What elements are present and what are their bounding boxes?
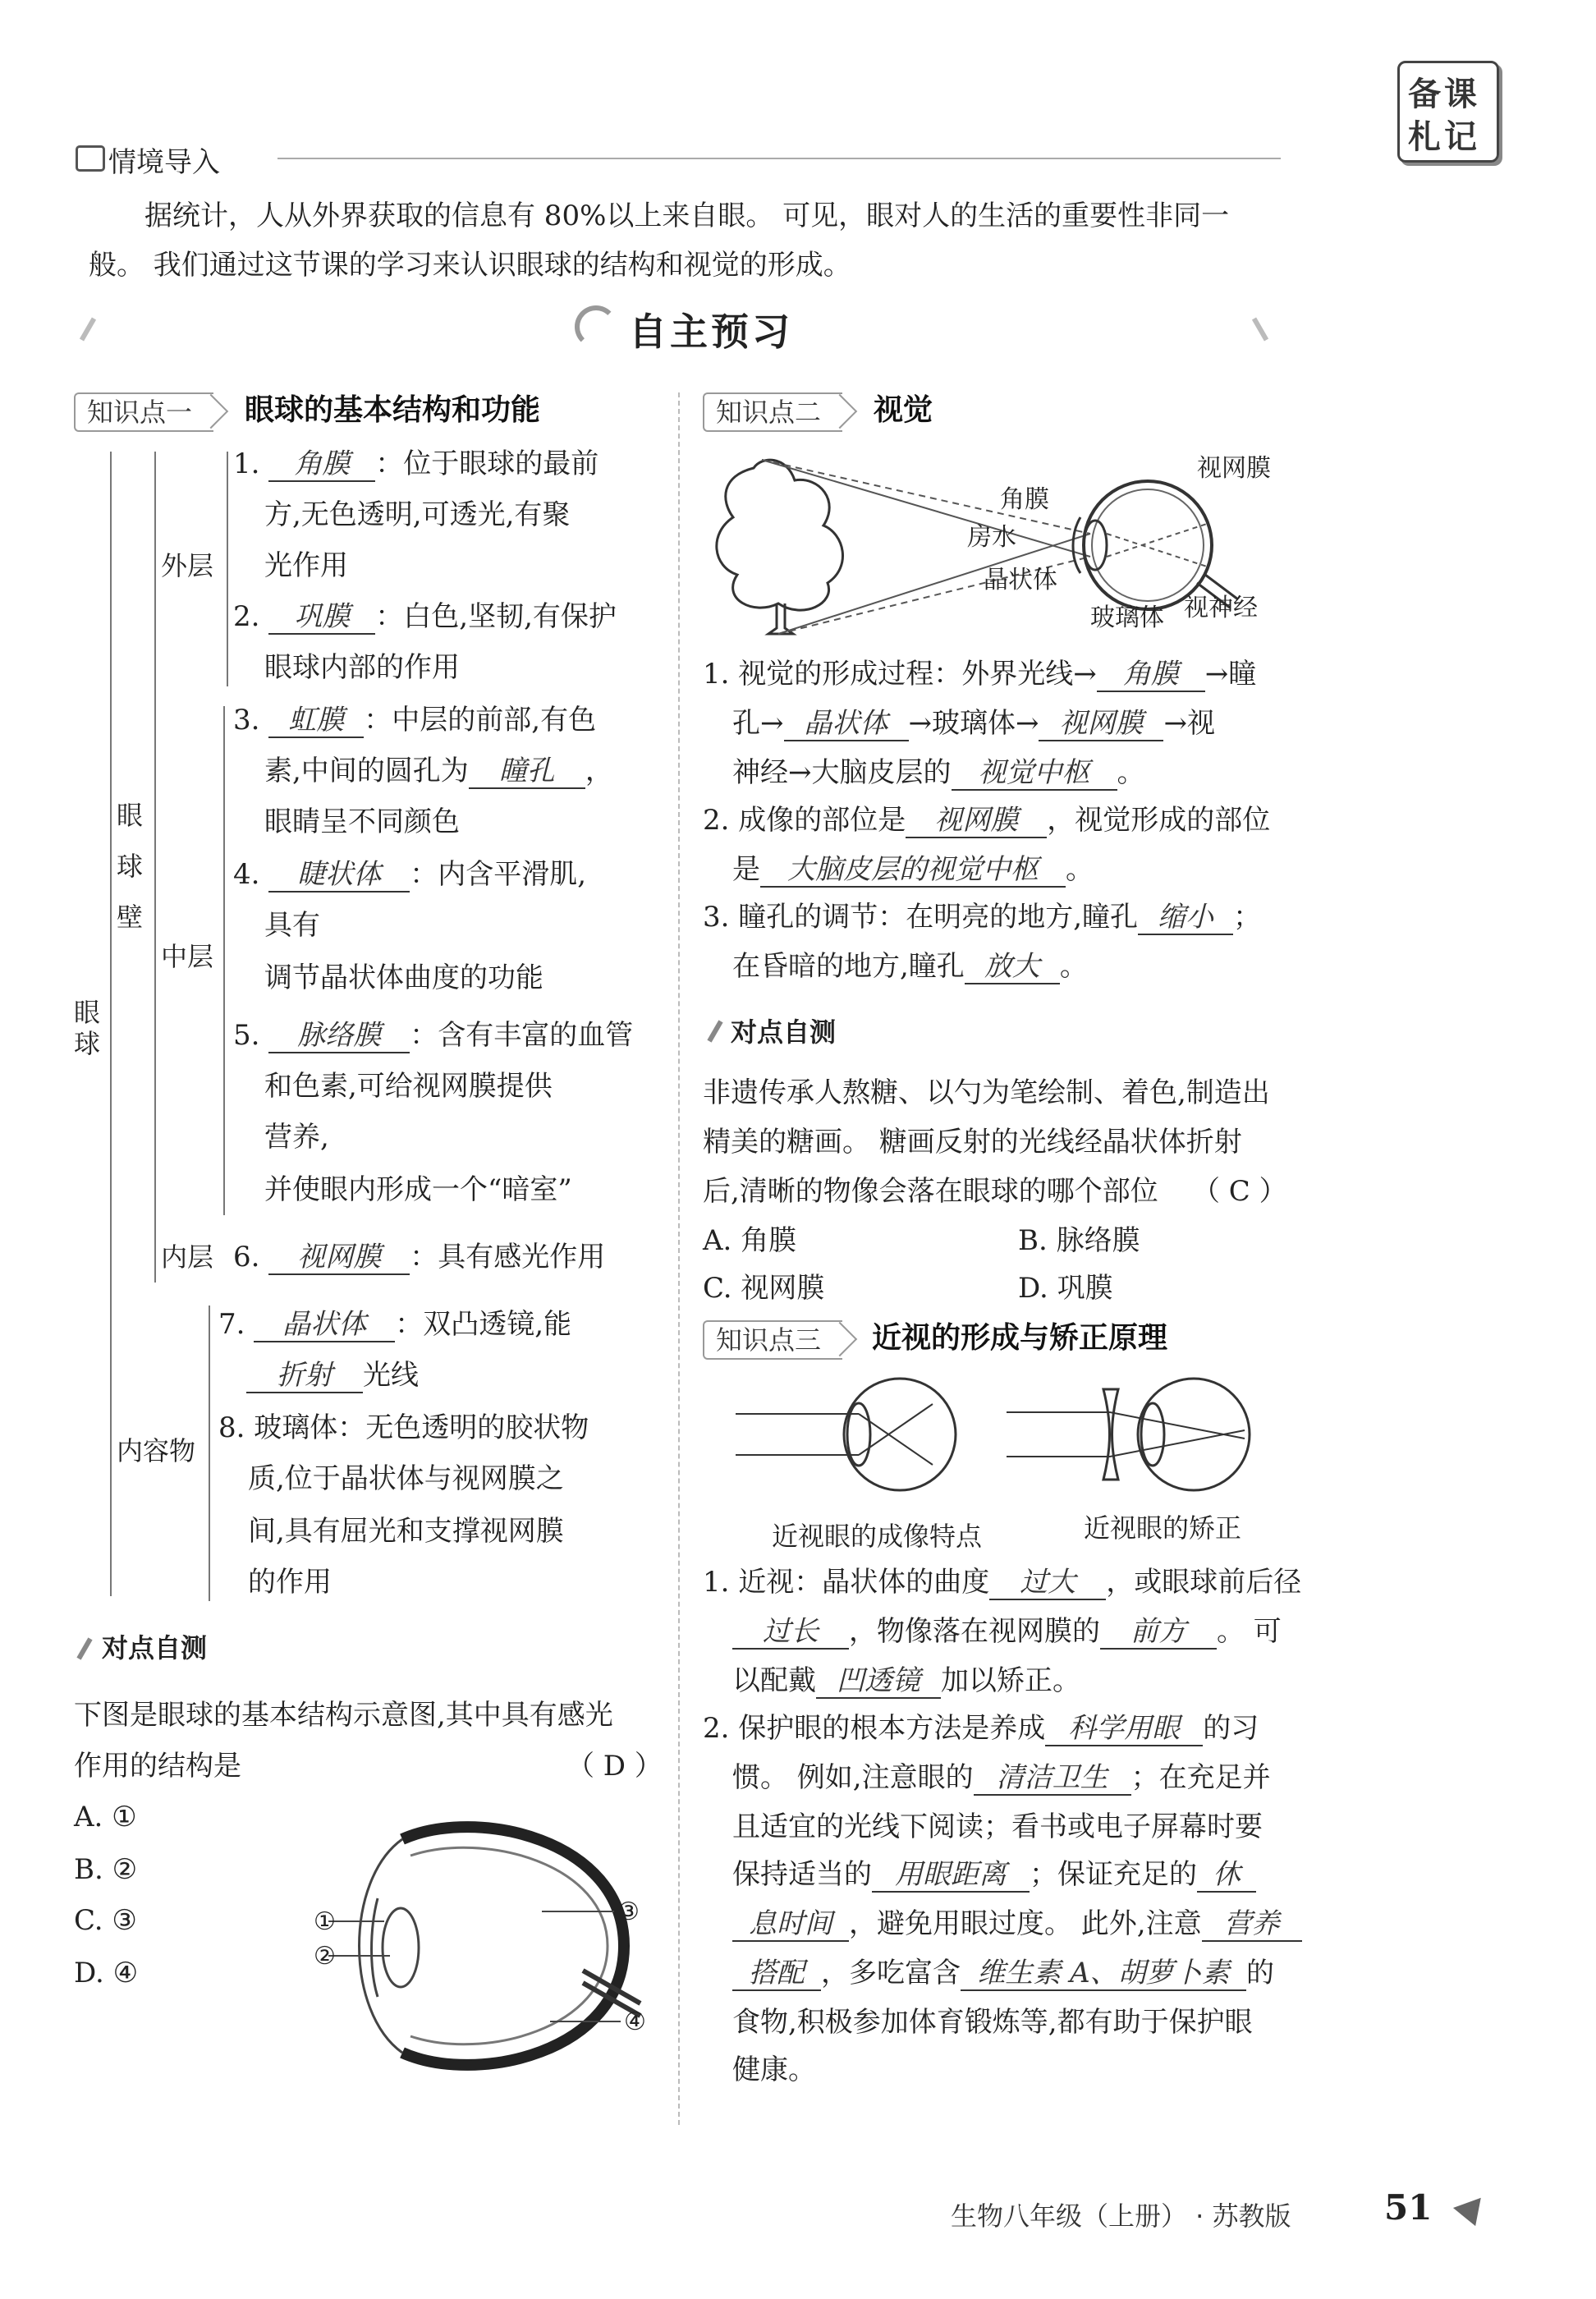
kp1-item5-line3: 营养, (264, 1121, 329, 1154)
selftest2-q-line1: 非遗传承人熬糖、以勺为笔绘制、着色,制造出 (703, 1076, 1270, 1109)
kp3-p2-line5: 息时间 ，避免用眼过度。 此外,注意 营养 (732, 1898, 1302, 1949)
notes-badge (1397, 61, 1499, 163)
kp1-item5-line2: 和色素,可给视网膜提供 (264, 1070, 553, 1103)
blank-kp3-too-big: 过大 (989, 1566, 1106, 1600)
kp1-item5-line1: 5. 脉络膜 ：含有丰富的血管 (233, 1019, 634, 1052)
blank-kp3-vitamins: 维生素 A、胡萝卜素 (961, 1957, 1246, 1991)
kp1-title: 眼球的基本结构和功能 (245, 393, 541, 427)
footer-arrow-icon (1453, 2198, 1489, 2232)
selftest1-heading: 对点自测 (102, 1632, 208, 1663)
myopia-figure (736, 1373, 965, 1496)
intro-line-1: 据统计，人从外界获取的信息有 80%以上来自眼。 可见，眼对人的生活的重要性非同一 (144, 200, 1230, 232)
blank-kp2-dilate: 放大 (965, 950, 1060, 984)
kp2-p3-line2: 在昏暗的地方,瞳孔 放大 。 (732, 950, 1088, 983)
kp3-p1-line2: 过长 ，物像落在视网膜的 前方 。 可 (732, 1606, 1282, 1657)
selftest2-option-c: C. 视网膜 (703, 1272, 825, 1305)
blank-kp2-vision-site: 大脑皮层的视觉中枢 (760, 853, 1066, 888)
kp1-item1-line3: 光作用 (264, 549, 348, 582)
kp3-p2-line4: 保持适当的 用眼距离 ；保证充足的 休 (732, 1849, 1256, 1900)
blank-kp2-image-site: 视网膜 (906, 804, 1047, 838)
kp3-p1-line1: 1. 近视：晶状体的曲度 过大 ，或眼球前后径 (703, 1566, 1302, 1599)
vision-label-aqueous: 房水 (967, 523, 1016, 552)
blank-retina: 视网膜 (268, 1241, 410, 1275)
kp3-title: 近视的形成与矫正原理 (872, 1321, 1168, 1355)
caption-correction: 近视眼的矫正 (1084, 1512, 1242, 1544)
vision-label-retina: 视网膜 (1197, 454, 1271, 483)
kp3-p2-line2: 惯。 例如,注意眼的 清洁卫生 ；在充足并 (732, 1761, 1271, 1794)
blank-cornea: 角膜 (268, 447, 375, 482)
blank-kp3-nutrition-a: 营养 (1202, 1907, 1302, 1942)
blank-kp3-distance: 用眼距离 (872, 1858, 1030, 1893)
eye-structure-figure (312, 1806, 665, 2086)
selftest2-option-a: A. 角膜 (703, 1224, 797, 1257)
selftest1-q-line1: 下图是眼球的基本结构示意图,其中具有感光 (74, 1699, 613, 1732)
kp1-item8-line4: 的作用 (248, 1566, 332, 1599)
blank-kp2-cornea: 角膜 (1097, 658, 1205, 692)
blank-ciliary: 睫状体 (268, 858, 410, 893)
label-contents: 内容物 (117, 1435, 196, 1466)
selftest1-q-line2: 作用的结构是 (74, 1750, 241, 1783)
eye-label-2: ② (314, 1942, 336, 1971)
pencil-icon (76, 1637, 92, 1659)
selftest2-answer: （ C ） (1192, 1175, 1287, 1208)
intro-icon (76, 145, 105, 172)
brace-contents (209, 1306, 210, 1601)
blank-kp2-visual-center: 视觉中枢 (952, 756, 1117, 791)
brace-middle (223, 706, 225, 1215)
kp1-tag: 知识点一 (74, 392, 213, 432)
kp1-item5-line4: 并使眼内形成一个“暗室” (264, 1173, 572, 1206)
badge-line-1: 备课 (1408, 76, 1480, 113)
kp3-p2-line8: 健康。 (732, 2053, 816, 2086)
kp1-item6-line1: 6. 视网膜 ：具有感光作用 (233, 1241, 606, 1273)
kp2-p2-line1: 2. 成像的部位是 视网膜 ，视觉形成的部位 (703, 804, 1271, 837)
label-wall (117, 790, 149, 943)
selftest2-option-d: D. 巩膜 (1018, 1272, 1113, 1305)
eye-label-3: ③ (617, 1897, 640, 1926)
kp1-item4-line3: 调节晶状体曲度的功能 (264, 961, 543, 994)
blank-iris: 虹膜 (268, 704, 364, 738)
title-deco-left (80, 318, 96, 342)
blank-kp3-front: 前方 (1100, 1615, 1217, 1650)
label-root-2: 球 (74, 1028, 101, 1059)
kp1-item3-line3: 眼睛呈不同颜色 (264, 805, 460, 838)
selftest2-heading: 对点自测 (731, 1016, 837, 1048)
vision-label-cornea: 角膜 (1000, 485, 1049, 514)
brace-outer-b (227, 452, 228, 686)
blank-sclera: 巩膜 (268, 600, 375, 635)
blank-kp3-habit: 科学用眼 (1045, 1712, 1203, 1746)
selftest1-option-b: B. ② (74, 1853, 138, 1886)
kp2-p2-line2: 是 大脑皮层的视觉中枢 。 (732, 853, 1094, 886)
blank-kp2-retina: 视网膜 (1039, 707, 1163, 741)
selftest1-option-d: D. ④ (74, 1957, 139, 1989)
kp1-item8-line1: 8. 玻璃体：无色透明的胶状物 (218, 1411, 589, 1444)
title-deco-right (1252, 318, 1268, 342)
label-middle: 中层 (161, 941, 214, 972)
blank-kp2-lens: 晶状体 (784, 707, 909, 741)
kp2-p1-line3: 神经→大脑皮层的 视觉中枢 。 (732, 756, 1145, 789)
kp1-item1-line1: 1. 角膜 ：位于眼球的最前 (233, 447, 599, 480)
vision-label-lens: 晶状体 (984, 566, 1057, 594)
kp1-item2-line1: 2. 巩膜 ：白色,坚韧,有保护 (233, 600, 617, 633)
caption-myopia: 近视眼的成像特点 (772, 1521, 983, 1552)
label-inner: 内层 (161, 1241, 214, 1273)
myopia-correction-figure (1007, 1373, 1253, 1496)
blank-kp3-hygiene: 清洁卫生 (974, 1761, 1131, 1796)
intro-divider (277, 158, 1281, 159)
vision-label-optic-nerve: 视神经 (1184, 594, 1258, 622)
blank-kp3-nutrition-b: 搭配 (732, 1957, 821, 1991)
blank-lens: 晶状体 (254, 1308, 395, 1342)
page-number: 51 (1384, 2187, 1433, 2228)
blank-kp3-rest-a: 休 (1197, 1858, 1256, 1893)
kp2-title: 视觉 (874, 393, 933, 427)
kp1-item8-line2: 质,位于晶状体与视网膜之 (248, 1462, 564, 1495)
label-outer: 外层 (161, 550, 214, 581)
blank-kp3-too-long: 过长 (732, 1615, 849, 1650)
blank-choroid: 脉络膜 (268, 1019, 410, 1053)
intro-heading: 情境导入 (108, 146, 220, 179)
label-wall-text: 眼球壁 (117, 800, 144, 933)
vision-figure (704, 443, 1296, 640)
kp2-p1-line2: 孔→ 晶状体 →玻璃体→ 视网膜 →视 (732, 707, 1215, 740)
kp1-item7-line2: 折射 光线 (246, 1350, 419, 1401)
brace-root (110, 452, 112, 1596)
kp1-item7-line1: 7. 晶状体 ：双凸透镜,能 (218, 1308, 572, 1341)
kp2-p3-line1: 3. 瞳孔的调节：在明亮的地方,瞳孔 缩小 ； (703, 901, 1262, 934)
brace-wall (154, 452, 156, 1283)
pencil-icon-2 (707, 1020, 722, 1042)
eye-label-4: ④ (624, 2008, 646, 2036)
kp1-item3-line2: 素,中间的圆孔为 瞳孔 ， (264, 755, 613, 787)
kp3-p2-line7: 食物,积极参加体育锻炼等,都有助于保护眼 (732, 2006, 1253, 2039)
badge-line-2: 札记 (1408, 118, 1480, 156)
title-swirl-icon (575, 305, 617, 348)
blank-kp3-rest-b: 息时间 (732, 1907, 849, 1942)
kp3-p2-line3: 且适宜的光线下阅读；看书或电子屏幕时要 (732, 1810, 1263, 1843)
kp1-item4-line2: 具有 (264, 909, 320, 942)
blank-kp3-concave: 凹透镜 (816, 1664, 941, 1699)
selftest1-option-c: C. ③ (74, 1904, 137, 1937)
selftest1-option-a: A. ① (74, 1801, 137, 1833)
blank-kp2-shrink: 缩小 (1138, 901, 1233, 935)
eye-label-1: ① (314, 1907, 336, 1936)
kp3-p2-line1: 2. 保护眼的根本方法是养成 科学用眼 的习 (703, 1712, 1259, 1745)
selftest1-answer: （ D ） (566, 1750, 663, 1783)
section-title: 自主预习 (629, 310, 793, 354)
kp1-item2-line2: 眼球内部的作用 (264, 651, 460, 684)
blank-pupil: 瞳孔 (469, 755, 585, 789)
kp2-p1-line1: 1. 视觉的形成过程：外界光线→ 角膜 →瞳 (703, 658, 1257, 691)
selftest2-q-line3: 后,清晰的物像会落在眼球的哪个部位 (703, 1175, 1158, 1208)
blank-refract: 折射 (246, 1359, 363, 1393)
kp3-tag: 知识点三 (703, 1320, 842, 1360)
column-divider (678, 392, 680, 2125)
kp3-p1-line3: 以配戴 凹透镜 加以矫正。 (732, 1664, 1080, 1697)
vision-label-vitreous: 玻璃体 (1090, 603, 1164, 632)
kp1-item1-line2: 方,无色透明,可透光,有聚 (264, 498, 571, 531)
intro-line-2: 般。 我们通过这节课的学习来认识眼球的结构和视觉的形成。 (89, 249, 851, 282)
kp1-item4-line1: 4. 睫状体 ：内含平滑肌, (233, 858, 587, 891)
kp1-item8-line3: 间,具有屈光和支撑视网膜 (248, 1515, 564, 1548)
selftest2-q-line2: 精美的糖画。 糖画反射的光线经晶状体折射 (703, 1126, 1242, 1159)
selftest2-option-b: B. 脉络膜 (1018, 1224, 1140, 1257)
kp2-tag: 知识点二 (703, 392, 842, 432)
kp3-p2-line6: 搭配 ，多吃富含 维生素 A、胡萝卜素 的 (732, 1948, 1274, 1998)
kp1-item3-line1: 3. 虹膜 ：中层的前部,有色 (233, 704, 597, 737)
footer-book: 生物八年级（上册） · 苏教版 (951, 2200, 1291, 2232)
label-root-1: 眼 (74, 997, 101, 1028)
